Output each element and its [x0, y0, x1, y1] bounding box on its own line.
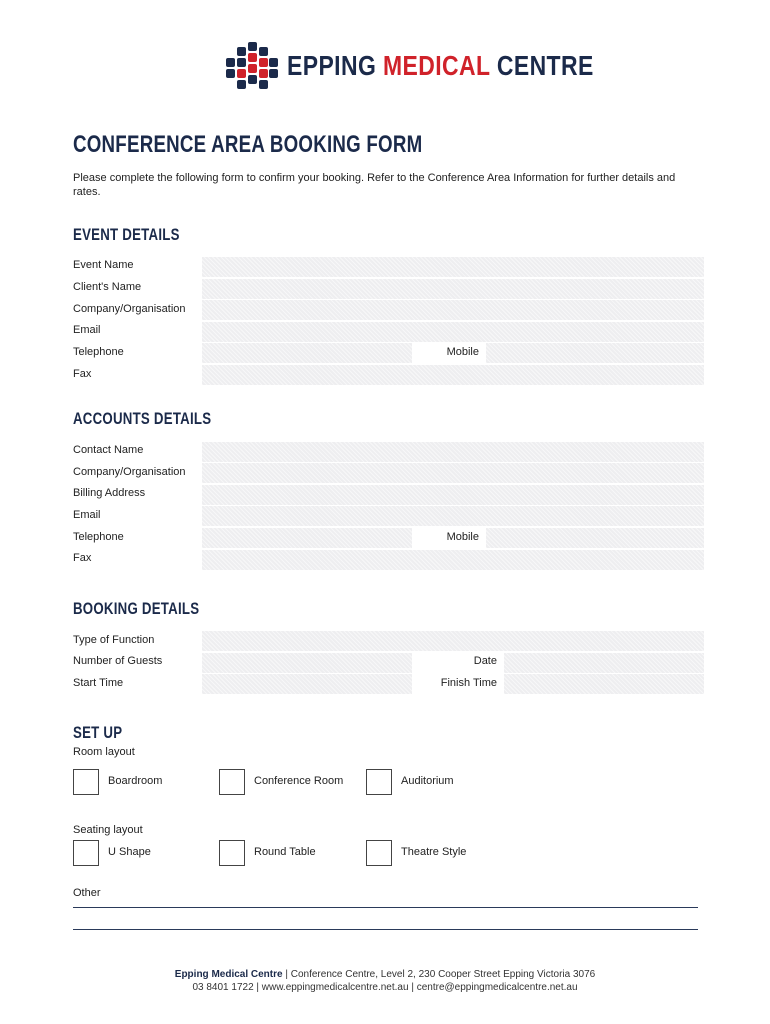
contact-name-field[interactable]: [202, 442, 704, 462]
event-mobile-field[interactable]: [486, 343, 704, 363]
accounts-email-field[interactable]: [202, 506, 704, 526]
theatre-style-checkbox[interactable]: [366, 840, 392, 866]
function-type-field[interactable]: [202, 631, 704, 651]
function-type-label: Type of Function: [73, 634, 155, 646]
room-layout-label: Room layout: [73, 746, 135, 758]
accounts-telephone-label: Telephone: [73, 531, 124, 543]
accounts-details-heading: ACCOUNTS DETAILS: [73, 409, 212, 428]
footer-email-link[interactable]: centre@eppingmedicalcentre.net.au: [416, 982, 578, 993]
event-name-field[interactable]: [202, 257, 704, 277]
conference-room-checkbox[interactable]: [219, 769, 245, 795]
contact-name-label: Contact Name: [73, 444, 144, 456]
intro-text: Please complete the following form to confirm your booking. Refer to the Conference Area Information for further details and rates.: [73, 172, 676, 198]
client-name-field[interactable]: [202, 279, 704, 299]
date-field[interactable]: [504, 653, 704, 673]
brand-part2: MEDICAL: [383, 50, 491, 81]
footer-address: Conference Centre, Level 2, 230 Cooper Street Epping Victoria 3076: [290, 969, 596, 980]
accounts-telephone-field[interactable]: [202, 528, 412, 548]
round-table-checkbox[interactable]: [219, 840, 245, 866]
accounts-mobile-field[interactable]: [486, 528, 704, 548]
accounts-company-field[interactable]: [202, 463, 704, 483]
billing-address-label: Billing Address: [73, 487, 146, 499]
accounts-fax-field[interactable]: [202, 550, 704, 570]
guests-label: Number of Guests: [73, 655, 163, 667]
footer-line-1: [0, 968, 770, 981]
brand-name: [287, 50, 594, 82]
event-details-heading: EVENT DETAILS: [73, 225, 180, 244]
footer: [0, 968, 770, 994]
page-title: CONFERENCE AREA BOOKING FORM: [73, 131, 423, 158]
brand-part3: CENTRE: [496, 50, 594, 81]
footer-line-2: [0, 981, 770, 994]
footer-sep: |: [285, 969, 288, 980]
footer-sep: |: [256, 982, 260, 993]
date-label: Date: [473, 655, 497, 667]
epping-logo-icon: [226, 42, 278, 90]
footer-sep: |: [411, 982, 414, 993]
event-telephone-label: Telephone: [73, 346, 124, 358]
footer-website-link[interactable]: www.eppingmedicalcentre.net.au: [261, 982, 409, 993]
footer-org: Epping Medical Centre: [174, 969, 283, 980]
event-telephone-field[interactable]: [202, 343, 412, 363]
event-company-label: Company/Organisation: [73, 303, 186, 315]
start-time-label: Start Time: [73, 677, 124, 689]
guests-field[interactable]: [202, 653, 412, 673]
start-time-field[interactable]: [202, 674, 412, 694]
footer-phone: 03 8401 1722: [192, 982, 254, 993]
setup-heading: SET UP: [73, 723, 123, 742]
event-company-field[interactable]: [202, 300, 704, 320]
boardroom-label: Boardroom: [108, 775, 163, 787]
other-line-2[interactable]: [73, 929, 698, 930]
u-shape-checkbox[interactable]: [73, 840, 99, 866]
billing-address-field[interactable]: [202, 485, 704, 505]
boardroom-checkbox[interactable]: [73, 769, 99, 795]
booking-details-heading: BOOKING DETAILS: [73, 599, 200, 618]
seating-layout-label: Seating layout: [73, 824, 143, 836]
client-name-label: Client's Name: [73, 281, 142, 293]
event-fax-label: Fax: [73, 368, 92, 380]
accounts-company-label: Company/Organisation: [73, 466, 186, 478]
event-email-field[interactable]: [202, 322, 704, 342]
theatre-style-label: Theatre Style: [401, 846, 467, 858]
auditorium-label: Auditorium: [401, 775, 454, 787]
conference-room-label: Conference Room: [254, 775, 344, 787]
accounts-fax-label: Fax: [73, 552, 92, 564]
accounts-mobile-label: Mobile: [446, 531, 479, 543]
event-email-label: Email: [73, 324, 101, 336]
brand-part1: EPPING: [287, 50, 377, 81]
event-name-label: Event Name: [73, 259, 134, 271]
finish-time-label: Finish Time: [440, 677, 497, 689]
other-line-1[interactable]: [73, 907, 698, 908]
finish-time-field[interactable]: [504, 674, 704, 694]
u-shape-label: U Shape: [108, 846, 151, 858]
accounts-email-label: Email: [73, 509, 101, 521]
auditorium-checkbox[interactable]: [366, 769, 392, 795]
other-label: Other: [73, 887, 101, 899]
event-mobile-label: Mobile: [446, 346, 479, 358]
round-table-label: Round Table: [254, 846, 316, 858]
event-fax-field[interactable]: [202, 365, 704, 385]
